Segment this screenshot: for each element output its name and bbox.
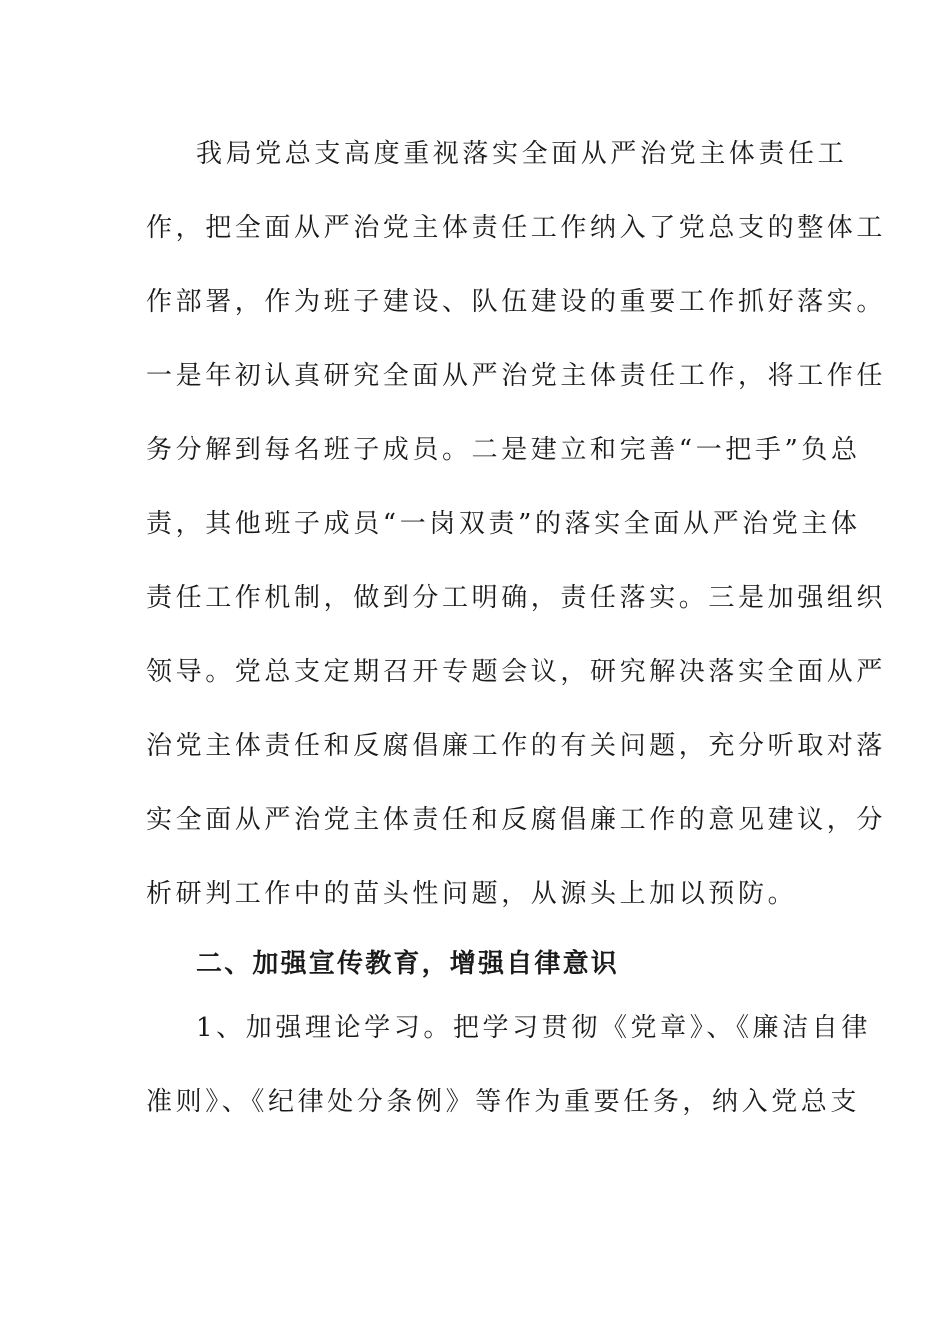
paragraph-line: 1、加强理论学习。把学习贯彻《党章》、《廉洁自律 [196,1013,871,1043]
paragraph-line: 领导。党总支定期召开专题会议，研究解决落实全面从严 [146,657,887,687]
paragraph-line: 一是年初认真研究全面从严治党主体责任工作，将工作任 [146,361,887,391]
paragraph-line: 准则》、《纪律处分条例》等作为重要任务，纳入党总支 [146,1087,861,1117]
section-heading: 二、加强宣传教育，增强自律意识 [196,949,620,979]
paragraph-line: 治党主体责任和反腐倡廉工作的有关问题，充分听取对落 [146,731,887,761]
paragraph-line: 责任工作机制，做到分工明确，责任落实。三是加强组织 [146,583,887,613]
paragraph-line: 我局党总支高度重视落实全面从严治党主体责任工 [196,139,848,169]
paragraph-line: 务分解到每名班子成员。二是建立和完善“一把手”负总 [146,435,861,465]
paragraph-line: 责，其他班子成员“一岗双责”的落实全面从严治党主体 [146,509,861,539]
paragraph-line: 析研判工作中的苗头性问题，从源头上加以预防。 [146,879,798,909]
paragraph-line: 作，把全面从严治党主体责任工作纳入了党总支的整体工 [146,213,887,243]
paragraph-line: 实全面从严治党主体责任和反腐倡廉工作的意见建议，分 [146,805,887,835]
paragraph-line: 作部署，作为班子建设、队伍建设的重要工作抓好落实。 [146,287,887,317]
